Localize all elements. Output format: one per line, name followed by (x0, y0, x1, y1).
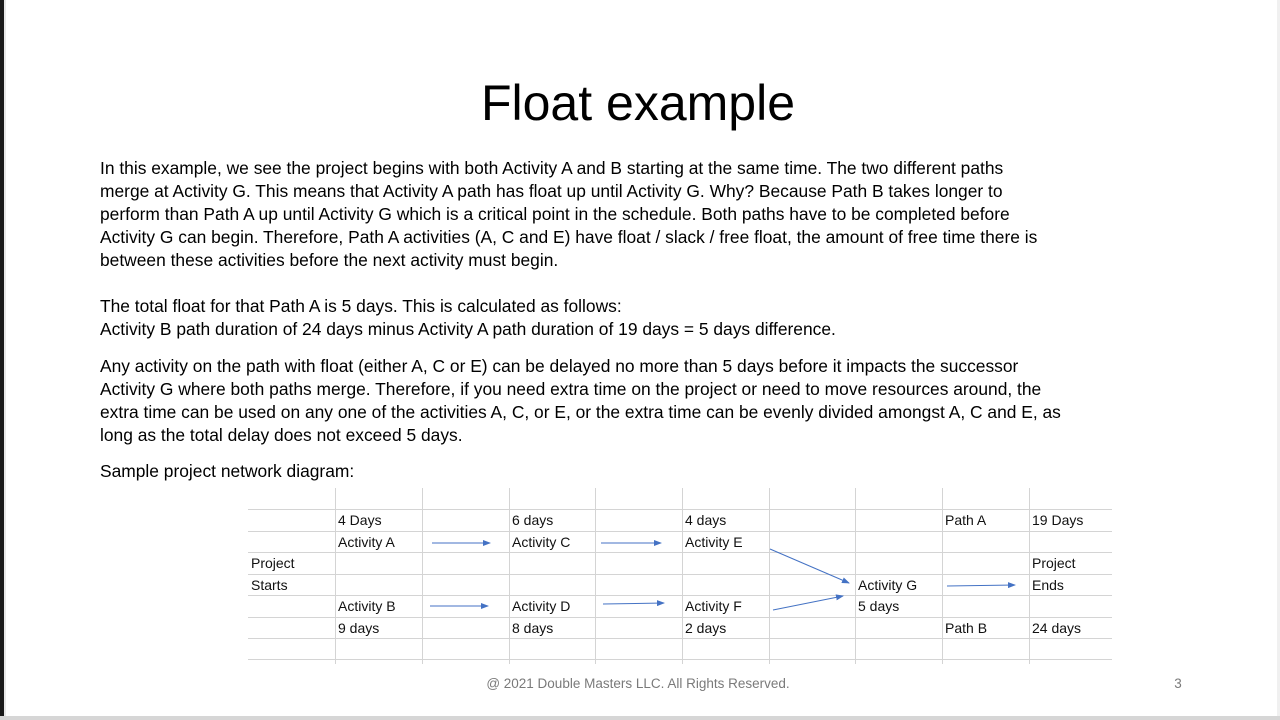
activity-d-node: Activity D (512, 598, 571, 614)
text-line: Sample project network diagram: (100, 461, 355, 481)
text-line: long as the total delay does not exceed 5 days. (100, 425, 463, 446)
activity-f-node: Activity F (685, 598, 742, 614)
text-line: Activity G can begin. Therefore, Path A activities (A, C and E) have float / slack / free float, the amount of free time there is (100, 227, 1038, 248)
paragraph-total-float (100, 295, 1200, 341)
text-line: The total float for that Path A is 5 days. This is calculated as follows: (100, 296, 622, 316)
text-line: Any activity on the path with float (either A, C or E) can be delayed no more than 5 days before it impacts the successor (100, 356, 1019, 376)
grid-line (855, 488, 856, 664)
slide-number: 3 (1174, 676, 1182, 691)
path-a-total: 19 Days (1032, 512, 1084, 528)
text-line: In this example, we see the project begins with both Activity A and B starting at the same time. The two different paths (100, 158, 1004, 178)
grid-line (335, 488, 336, 664)
paragraph-diagram-caption (100, 460, 1200, 483)
project-start-label-2: Starts (251, 577, 288, 593)
grid-line (248, 574, 1112, 575)
text-line: merge at Activity G. This means that Activity A path has float up until Activity G. Why? Because Path B takes longer to (100, 181, 1003, 202)
project-end-label-1: Project (1032, 555, 1076, 571)
grid-line (682, 488, 683, 664)
text-line: between these activities before the next activity must begin. (100, 250, 559, 271)
activity-g-duration: 5 days (858, 598, 900, 614)
grid-line (422, 488, 423, 664)
network-diagram (248, 488, 1112, 666)
slide-title: Float example (480, 75, 796, 131)
activity-c-node: Activity C (512, 534, 571, 550)
text-line: Activity B path duration of 24 days minus Activity A path duration of 19 days = 5 days difference. (100, 319, 836, 340)
text-line: Activity G where both paths merge. Therefore, if you need extra time on the project or need to move resources around, the (100, 379, 1042, 400)
activity-a-duration: 4 Days (338, 512, 382, 528)
window-bottom-border (0, 716, 1280, 720)
project-start-label-1: Project (251, 555, 295, 571)
footer-copyright: @ 2021 Double Masters LLC. All Rights Reserved. (486, 676, 790, 691)
grid-line (595, 488, 596, 664)
grid-line (1029, 488, 1030, 664)
path-b-label: Path B (945, 620, 988, 636)
activity-d-duration: 8 days (512, 620, 554, 636)
text-line: extra time can be used on any one of the activities A, C, or E, or the extra time can be evenly divided amongst A, C and E, as (100, 402, 1061, 423)
path-b-total: 24 days (1032, 620, 1082, 636)
activity-c-duration: 6 days (512, 512, 554, 528)
grid-line (942, 488, 943, 664)
activity-a-node: Activity A (338, 534, 395, 550)
activity-g-node: Activity G (858, 577, 918, 593)
activity-e-duration: 4 days (685, 512, 727, 528)
paragraph-delay-explanation (100, 355, 1200, 447)
text-line: perform than Path A up until Activity G which is a critical point in the schedule. Both paths have to be completed before (100, 204, 1010, 225)
grid-line (248, 659, 1112, 660)
activity-e-node: Activity E (685, 534, 743, 550)
grid-line (769, 488, 770, 664)
grid-line (509, 488, 510, 664)
project-end-label-2: Ends (1032, 577, 1064, 593)
activity-b-node: Activity B (338, 598, 396, 614)
activity-f-duration: 2 days (685, 620, 727, 636)
activity-b-duration: 9 days (338, 620, 380, 636)
paragraph-intro (100, 157, 1200, 272)
path-a-label: Path A (945, 512, 987, 528)
